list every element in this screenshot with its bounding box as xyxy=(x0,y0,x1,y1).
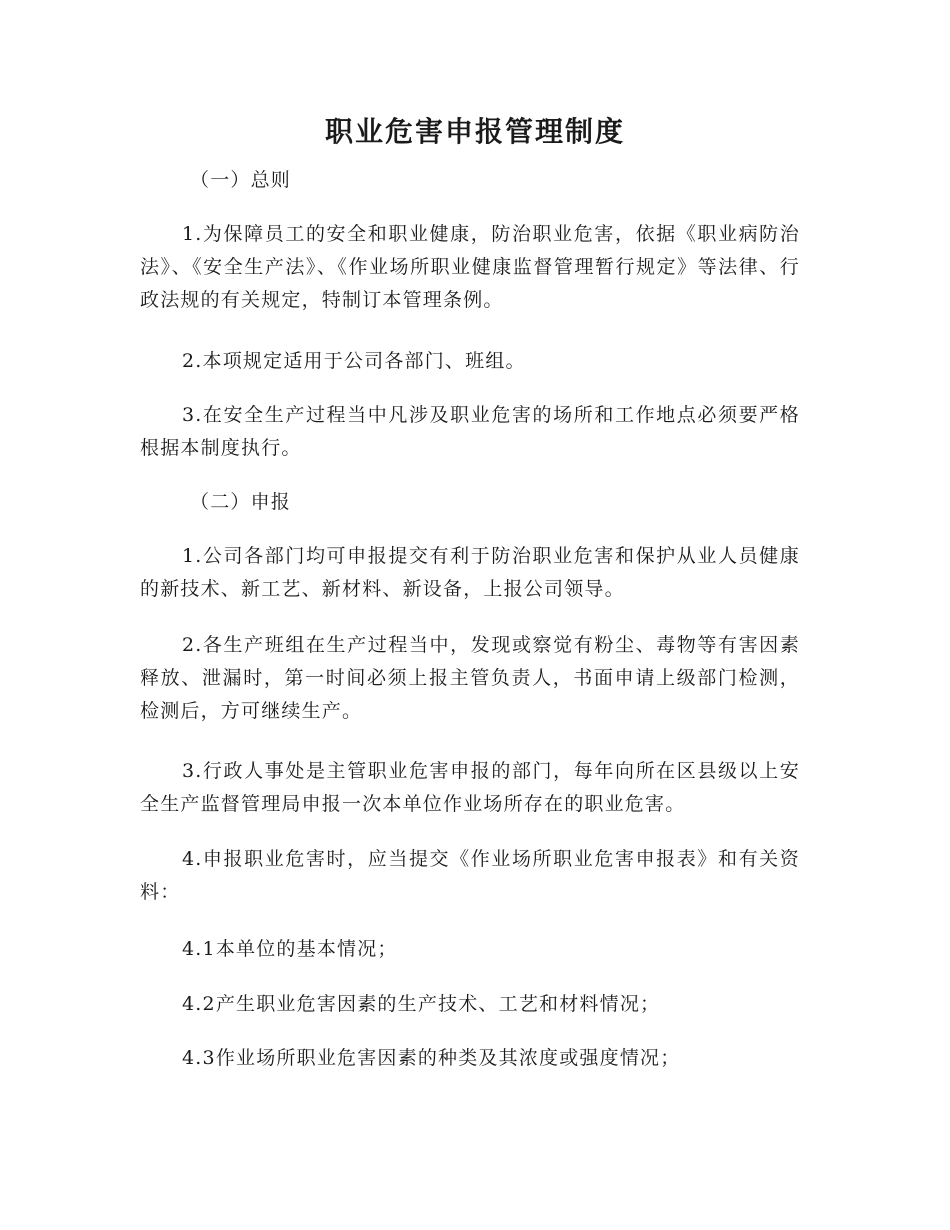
paragraph-declaration-3: 3.行政人事处是主管职业危害申报的部门，每年向所在区县级以上安全生产监督管理局申报一次本单位作业场所存在的职业危害。 xyxy=(140,760,800,815)
paragraph-general-2: 2.本项规定适用于公司各部门、班组。 xyxy=(182,350,526,372)
section-heading-declaration: （二）申报 xyxy=(190,491,292,513)
paragraph-declaration-2: 2.各生产班组在生产过程当中，发现或察觉有粉尘、毒物等有害因素释放、泄漏时，第一时间必须上报主管负责人，书面申请上级部门检测，检测后，方可继续生产。 xyxy=(140,634,800,722)
paragraph-declaration-4-3: 4.3作业场所职业危害因素的种类及其浓度或强度情况； xyxy=(182,1047,681,1069)
paragraph-declaration-4-2: 4.2产生职业危害因素的生产技术、工艺和材料情况； xyxy=(182,993,661,1015)
section-heading-general: （一）总则 xyxy=(190,169,292,191)
document-title: 职业危害申报管理制度 xyxy=(324,115,625,148)
paragraph-declaration-1: 1.公司各部门均可申报提交有利于防治职业危害和保护从业人员健康的新技术、新工艺、新材料、新设备，上报公司领导。 xyxy=(140,545,800,600)
paragraph-declaration-4: 4.申报职业危害时，应当提交《作业场所职业危害申报表》和有关资料： xyxy=(140,848,800,903)
paragraph-general-3: 3.在安全生产过程当中凡涉及职业危害的场所和工作地点必须要严格根据本制度执行。 xyxy=(140,404,800,459)
paragraph-declaration-4-1: 4.1本单位的基本情况； xyxy=(182,938,398,960)
paragraph-general-1: 1.为保障员工的安全和职业健康，防治职业危害，依据《职业病防治法》、《安全生产法》、《作业场所职业健康监督管理暂行规定》等法律、行政法规的有关规定，特制订本管理条例。 xyxy=(140,223,800,311)
